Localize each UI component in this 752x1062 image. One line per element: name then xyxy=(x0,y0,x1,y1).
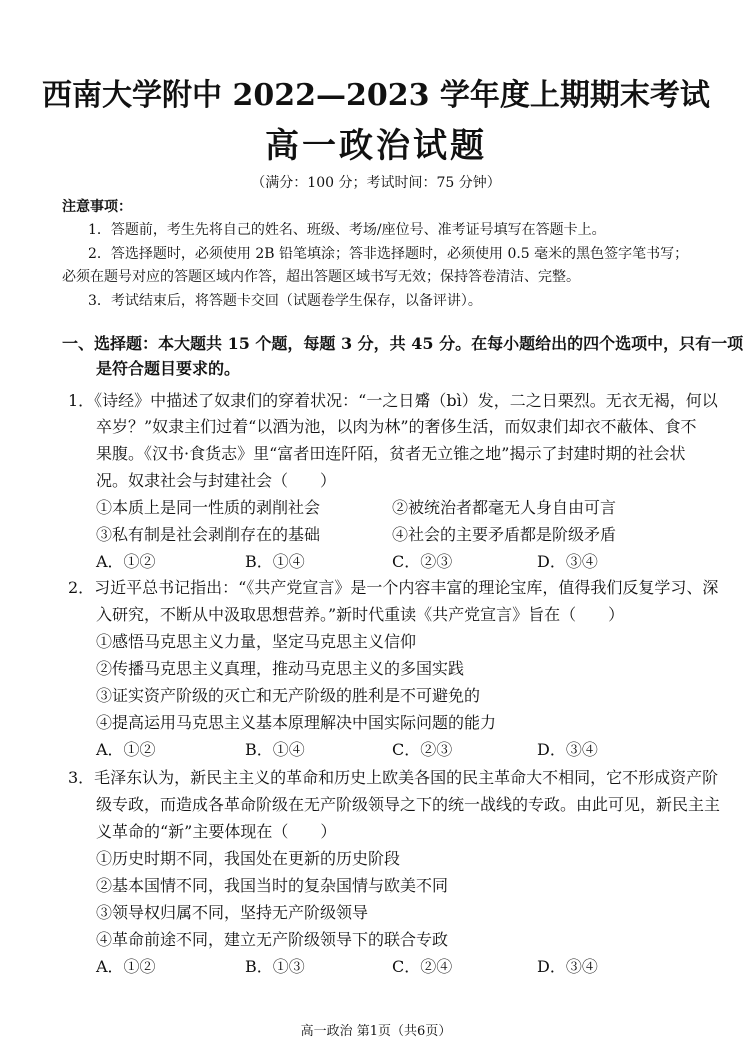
statement: ③证实资产阶级的灭亡和无产阶级的胜利是不可避免的 xyxy=(96,686,481,705)
section-heading-cont: 是符合题目要求的。 xyxy=(96,359,241,378)
question-text: 1．《诗经》中描述了奴隶们的穿着状况：“一之日觱（bì）发，二之日栗烈。无衣无褐，何以 xyxy=(68,391,718,410)
page-footer: 高一政治 第1页（共6页） xyxy=(300,1024,452,1039)
question-text: 况。奴隶社会与封建社会（ ） xyxy=(96,471,337,490)
choice-a: A．①② xyxy=(96,740,156,759)
statement: ③私有制是社会剥削存在的基础 xyxy=(96,525,321,544)
statement: ②传播马克思主义真理，推动马克思主义的多国实践 xyxy=(96,659,465,678)
choice-d: D．③④ xyxy=(537,957,598,976)
statement: ①历史时期不同，我国处在更新的历史阶段 xyxy=(96,849,401,868)
notice-item: 2．答选择题时，必须使用 2B 铅笔填涂；答非选择题时，必须使用 0.5 毫米的黑色签字笔书写； xyxy=(88,246,689,262)
section-heading: 一、选择题：本大题共 15 个题，每题 3 分，共 45 分。在每小题给出的四个选项中，只有一项 xyxy=(62,334,744,353)
question-text: 果腹。《汉书·食货志》里“富者田连阡陌，贫者无立锥之地”揭示了封建时期的社会状 xyxy=(96,444,686,463)
statement: ②被统治者都毫无人身自由可言 xyxy=(392,498,617,517)
notice-item: 3．考试结束后，将答题卡交回（试题卷学生保存，以备评讲）。 xyxy=(88,293,482,309)
question-text: 级专政，而造成各革命阶级在无产阶级领导之下的统一战线的专政。由此可见，新民主主 xyxy=(96,795,721,814)
statement: ④提高运用马克思主义基本原理解决中国实际问题的能力 xyxy=(96,713,497,732)
statement: ①感悟马克思主义力量，坚定马克思主义信仰 xyxy=(96,632,417,651)
exam-subtitle: 高一政治试题 xyxy=(265,126,487,166)
statement: ④社会的主要矛盾都是阶级矛盾 xyxy=(392,525,617,544)
notice-item: 必须在题号对应的答题区域内作答，超出答题区域书写无效；保持答卷清洁、完整。 xyxy=(62,269,580,285)
statement: ③领导权归属不同，坚持无产阶级领导 xyxy=(96,903,369,922)
question-text: 2．习近平总书记指出：“《共产党宣言》是一个内容丰富的理论宝库，值得我们反复学习、深 xyxy=(68,578,719,597)
choice-b: B．①④ xyxy=(245,552,305,571)
notice-item: 1．答题前，考生先将自己的姓名、班级、考场/座位号、准考证号填写在答题卡上。 xyxy=(88,222,606,238)
statement: ②基本国情不同，我国当时的复杂国情与欧美不同 xyxy=(96,876,449,895)
choice-d: D．③④ xyxy=(537,552,598,571)
choice-d: D．③④ xyxy=(537,740,598,759)
choice-b: B．①③ xyxy=(245,957,305,976)
notice-heading: 注意事项： xyxy=(62,199,132,215)
question-text: 卒岁？”奴隶主们过着“以酒为池，以肉为林”的奢侈生活，而奴隶们却衣不蔽体、食不 xyxy=(96,417,697,436)
choice-c: C．②④ xyxy=(392,957,453,976)
question-text: 义革命的“新”主要体现在（ ） xyxy=(96,822,337,841)
choice-c: C．②③ xyxy=(392,740,453,759)
choice-c: C．②③ xyxy=(392,552,453,571)
score-info: （满分：100 分；考试时间：75 分钟） xyxy=(251,175,501,191)
question-text: 入研究，不断从中汲取思想营养。”新时代重读《共产党宣言》旨在（ ） xyxy=(96,605,625,624)
statement: ④革命前途不同，建立无产阶级领导下的联合专政 xyxy=(96,930,449,949)
statement: ①本质上是同一性质的剥削社会 xyxy=(96,498,321,517)
choice-a: A．①② xyxy=(96,552,156,571)
choice-b: B．①④ xyxy=(245,740,305,759)
choice-a: A．①② xyxy=(96,957,156,976)
question-text: 3．毛泽东认为，新民主主义的革命和历史上欧美各国的民主革命大不相同，它不形成资产阶 xyxy=(68,768,719,787)
exam-title: 西南大学附中 2022—2023 学年度上期期末考试 xyxy=(42,78,710,113)
